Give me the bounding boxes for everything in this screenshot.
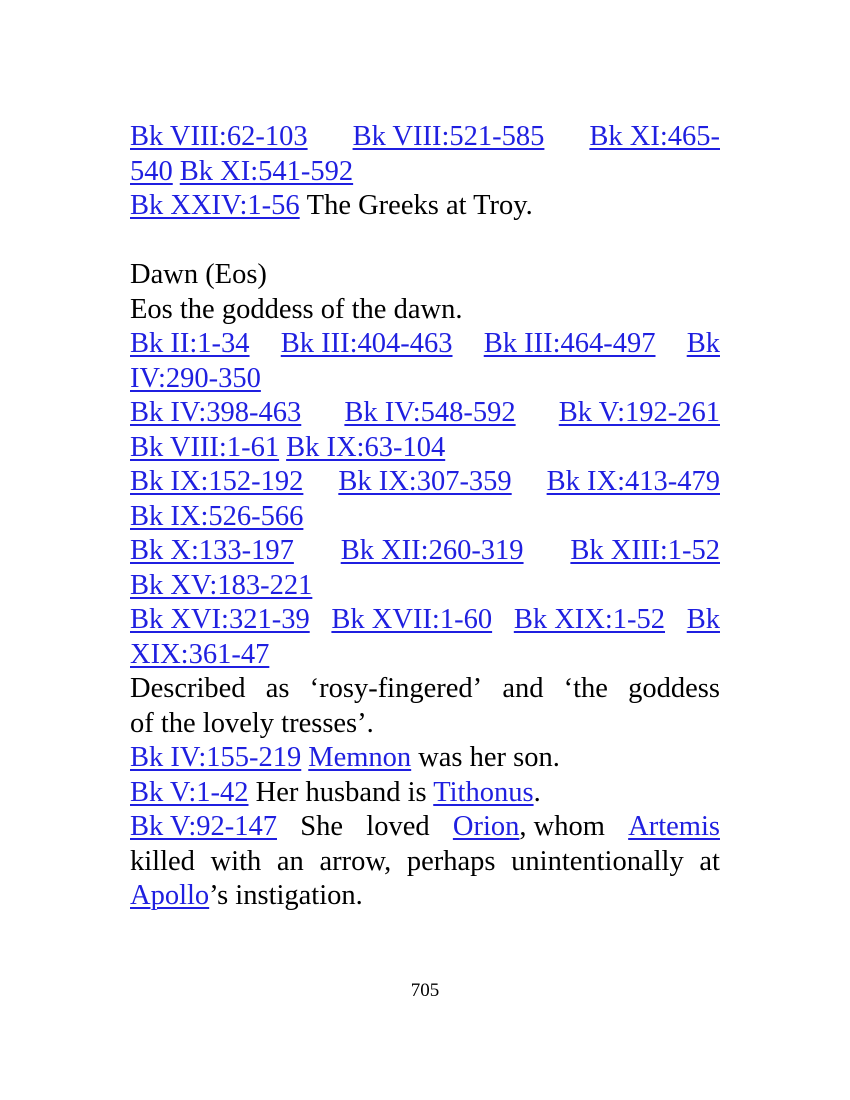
body-word: and <box>502 673 544 704</box>
ref-link[interactable]: Bk XI:465- <box>589 121 720 152</box>
body-text: was her son. <box>418 742 560 773</box>
body-word: perhaps <box>406 845 496 877</box>
ref-link[interactable]: Bk III:404-463 <box>280 328 453 359</box>
ref-link[interactable]: Bk XI:541-592 <box>179 155 354 187</box>
document-body <box>130 120 720 914</box>
described-line-2: of the lovely tresses’. <box>130 707 374 739</box>
greeks-refs-line-2 <box>130 155 720 190</box>
page-number: 705 <box>410 980 440 1001</box>
tithonus-link[interactable]: Tithonus <box>433 776 534 808</box>
ref-link[interactable]: Bk IX:526-566 <box>130 500 304 532</box>
dawn-refs-line-8-cont <box>130 638 720 673</box>
ref-link[interactable]: Bk IX:63-104 <box>286 431 446 463</box>
ref-link[interactable]: Bk XVII:1-60 <box>331 604 493 635</box>
body-word: loved <box>366 811 430 842</box>
memnon-link[interactable]: Memnon <box>308 742 412 773</box>
ref-link[interactable]: 540 <box>130 155 173 187</box>
orion-link[interactable]: Orion <box>452 811 520 842</box>
greeks-refs-line-3 <box>130 189 720 224</box>
body-text: Her husband is <box>255 776 427 808</box>
body-word: with <box>210 845 262 877</box>
ref-link[interactable]: IV:290-350 <box>130 362 261 394</box>
body-text: , whom <box>519 811 605 842</box>
body-word: ‘rosy-fingered’ <box>309 673 483 704</box>
ref-link[interactable]: Bk XV:183-221 <box>130 569 313 601</box>
body-word: unintentionally <box>511 845 684 877</box>
ref-link[interactable]: Bk X:133-197 <box>130 535 294 566</box>
body-word: Described <box>130 673 246 704</box>
apollo-line <box>130 879 720 914</box>
dawn-refs-line-8 <box>130 603 720 638</box>
body-word: at <box>699 845 720 877</box>
ref-link[interactable]: Bk VIII:62-103 <box>130 121 308 152</box>
body-text: ’s instigation. <box>209 880 363 911</box>
ref-link[interactable]: Bk IX:413-479 <box>546 466 720 497</box>
ref-link[interactable]: Bk IX:307-359 <box>338 466 512 497</box>
dawn-refs-line-4 <box>130 465 720 500</box>
body-word: ‘the <box>563 673 608 704</box>
body-word: as <box>265 673 290 704</box>
killed-line <box>130 845 720 880</box>
memnon-line <box>130 741 720 776</box>
described-line-1 <box>130 672 720 707</box>
ref-link[interactable]: Bk V:92-147 <box>130 811 277 842</box>
ref-link[interactable]: Bk XXIV:1-56 <box>130 190 300 221</box>
dawn-refs-line-2 <box>130 396 720 431</box>
ref-link[interactable]: Bk IV:398-463 <box>130 397 302 428</box>
body-word: goddess <box>628 673 720 704</box>
ref-link[interactable]: Bk IV:548-592 <box>344 397 516 428</box>
ref-link[interactable]: Bk <box>686 328 720 359</box>
orion-group <box>453 810 605 845</box>
body-word: arrow, <box>319 845 392 877</box>
ref-link[interactable]: Bk VIII:1-61 <box>130 431 280 463</box>
body-word: an <box>276 845 304 877</box>
ref-link[interactable]: Bk III:464-497 <box>483 328 656 359</box>
tithonus-line <box>130 776 720 811</box>
ref-link[interactable]: Bk V:192-261 <box>558 397 720 428</box>
apollo-link[interactable]: Apollo <box>130 880 210 911</box>
dawn-refs-line-3 <box>130 431 720 466</box>
body-word: She <box>300 811 344 842</box>
artemis-link[interactable]: Artemis <box>628 811 720 842</box>
ref-link[interactable]: Bk XIX:1-52 <box>513 604 666 635</box>
orion-line <box>130 810 720 845</box>
dawn-refs-line-7 <box>130 569 720 604</box>
ref-link[interactable]: Bk XIII:1-52 <box>570 535 720 566</box>
ref-link[interactable]: Bk V:1-42 <box>130 776 249 808</box>
ref-link[interactable]: XIX:361-47 <box>130 638 270 670</box>
dawn-refs-line-6 <box>130 534 720 569</box>
ref-link[interactable]: Bk IV:155-219 <box>130 742 302 773</box>
paragraph-gap <box>130 224 720 259</box>
ref-link[interactable]: Bk II:1-34 <box>130 328 250 359</box>
ref-link[interactable]: Bk IX:152-192 <box>130 466 304 497</box>
ref-link[interactable]: Bk <box>686 604 720 635</box>
body-text: The Greeks at Troy. <box>306 190 533 221</box>
ref-link[interactable]: Bk VIII:521-585 <box>352 121 545 152</box>
ref-link[interactable]: Bk XII:260-319 <box>340 535 524 566</box>
entry-intro: Eos the goddess of the dawn. <box>130 293 463 325</box>
entry-heading: Dawn (Eos) <box>130 259 267 290</box>
dawn-refs-line-1 <box>130 327 720 362</box>
body-word: killed <box>130 845 195 877</box>
body-text: . <box>533 776 541 808</box>
greeks-refs-line-1 <box>130 120 720 155</box>
ref-link[interactable]: Bk XVI:321-39 <box>130 604 310 635</box>
dawn-refs-line-5 <box>130 500 720 535</box>
dawn-refs-line-1-cont <box>130 362 720 397</box>
